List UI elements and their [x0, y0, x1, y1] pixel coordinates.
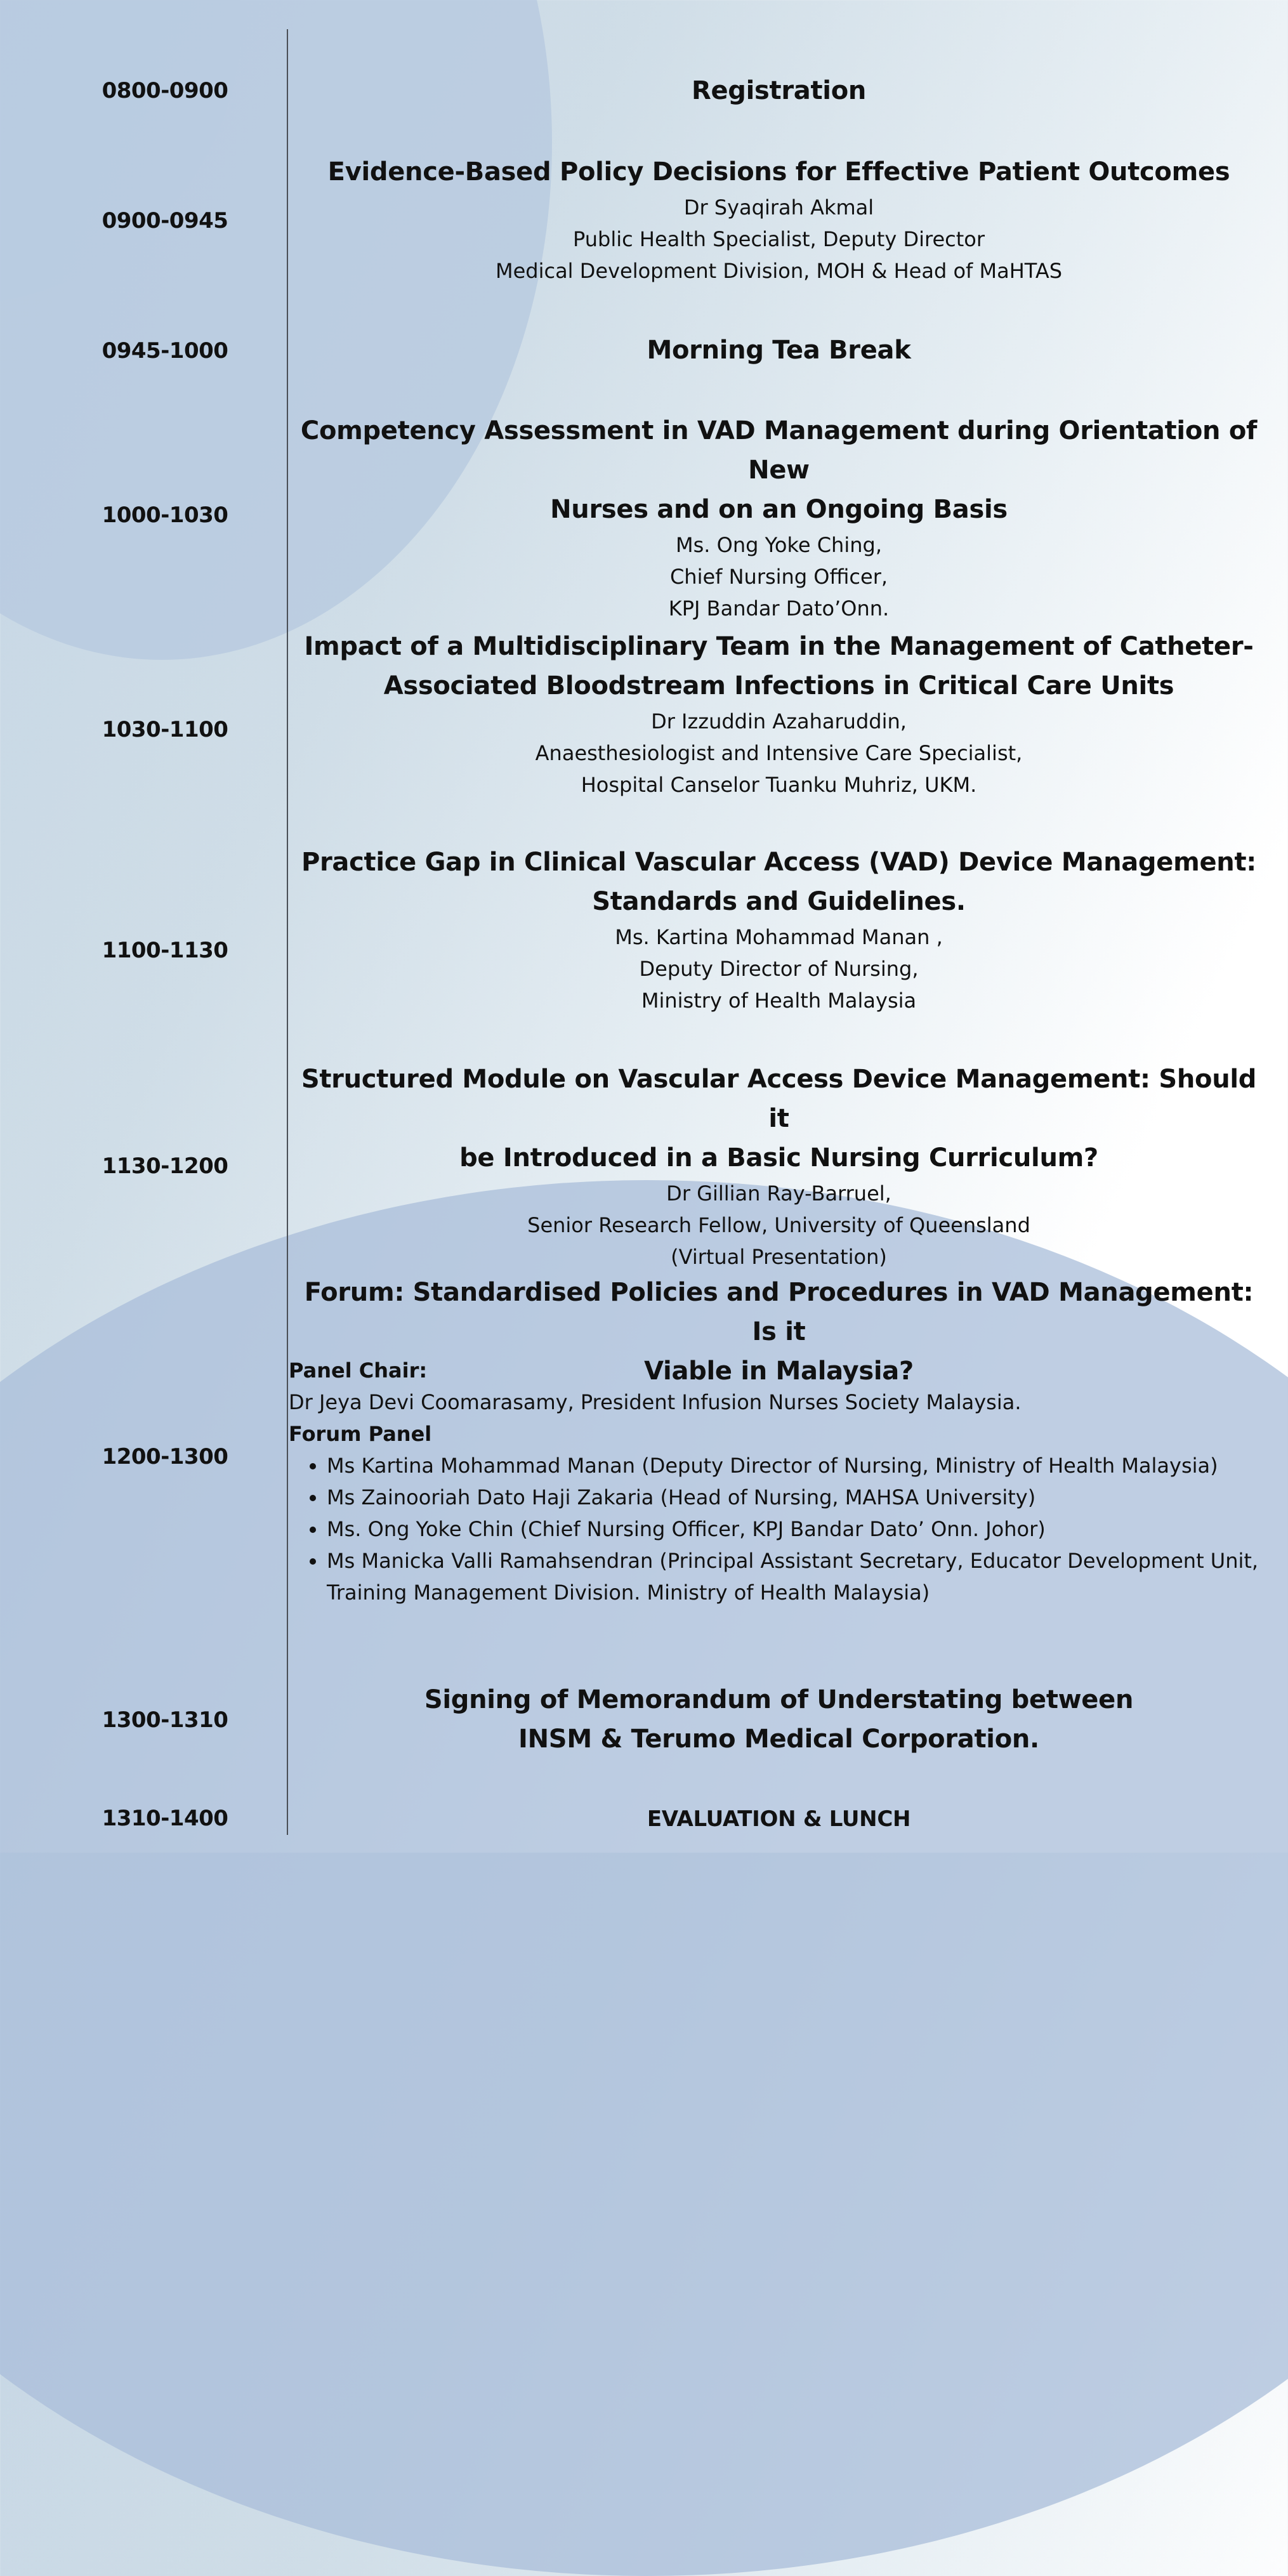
session-title: Registration: [691, 76, 867, 105]
speaker-name: Ms. Ong Yoke Ching,: [676, 533, 882, 557]
session-time: 1310-1400: [102, 1806, 228, 1831]
speaker-role: Senior Research Fellow, University of Queensland: [527, 1213, 1030, 1237]
speaker-name: Dr Gillian Ray-Barruel,: [666, 1181, 891, 1206]
session-time: 1130-1200: [102, 1153, 228, 1179]
session-time: 1200-1300: [102, 1444, 228, 1469]
session-title: EVALUATION & LUNCH: [647, 1806, 911, 1832]
session-tea-break: [289, 331, 1269, 370]
speaker-role: Deputy Director of Nursing,: [639, 957, 919, 981]
session-practice-gap: [289, 843, 1269, 1016]
session-title-line: Nurses and on an Ongoing Basis: [550, 495, 1008, 524]
session-mou-signing: [289, 1680, 1269, 1759]
session-time: 1100-1130: [102, 938, 228, 963]
speaker-role: Chief Nursing Officer,: [669, 565, 888, 589]
timeline-divider: [287, 29, 288, 1835]
session-evidence-based: [289, 152, 1269, 287]
session-title: Morning Tea Break: [647, 336, 911, 365]
panel-chair-label: Panel Chair:: [289, 1358, 428, 1383]
list-item: • Ms Manicka Valli Ramahsendran (Principal Assistant Secretary, Educator Development Unit, Training Management Division. Ministry of Health Malaysia): [327, 1545, 1278, 1608]
speaker-organization: Medical Development Division, MOH & Head of MaHTAS: [495, 259, 1063, 283]
session-title-line: INSM & Terumo Medical Corporation.: [518, 1725, 1039, 1754]
session-title-line: Forum: Standardised Policies and Procedures in VAD Management: Is it: [304, 1278, 1254, 1346]
session-evaluation-lunch: [289, 1799, 1269, 1839]
speaker-role: Public Health Specialist, Deputy Director: [573, 227, 985, 251]
session-time: 0800-0900: [102, 78, 228, 103]
speaker-note: (Virtual Presentation): [671, 1245, 887, 1269]
session-time: 1030-1100: [102, 717, 228, 742]
session-title-line: Structured Module on Vascular Access Device Management: Should it: [301, 1065, 1257, 1133]
session-time: 0945-1000: [102, 338, 228, 364]
session-structured-module: [289, 1060, 1269, 1273]
session-registration: [289, 71, 1269, 110]
speaker-name: Dr Syaqirah Akmal: [683, 195, 874, 220]
forum-panel-label: Forum Panel: [289, 1422, 432, 1446]
session-multidisciplinary-team: [289, 627, 1269, 801]
speaker-name: Ms. Kartina Mohammad Manan ,: [615, 925, 943, 949]
session-time: 1000-1030: [102, 503, 228, 528]
session-title-line: Practice Gap in Clinical Vascular Access (VAD) Device Management:: [301, 848, 1256, 877]
session-title-line: Viable in Malaysia?: [644, 1357, 914, 1386]
session-title: Evidence-Based Policy Decisions for Effective Patient Outcomes: [327, 157, 1230, 187]
list-item: • Ms. Ong Yoke Chin (Chief Nursing Officer, KPJ Bandar Dato’ Onn. Johor): [327, 1513, 1278, 1545]
session-title-line: Signing of Memorandum of Understating between: [424, 1685, 1134, 1714]
speaker-organization: Ministry of Health Malaysia: [641, 989, 917, 1013]
session-title-line: be Introduced in a Basic Nursing Curriculum?: [459, 1143, 1098, 1173]
session-title-line: Competency Assessment in VAD Management during Orientation of New: [300, 416, 1258, 485]
list-item: • Ms Kartina Mohammad Manan (Deputy Director of Nursing, Ministry of Health Malaysia): [327, 1450, 1278, 1482]
session-title-line: Standards and Guidelines.: [592, 887, 966, 916]
speaker-organization: KPJ Bandar Dato’Onn.: [668, 596, 890, 621]
session-time: 0900-0945: [102, 208, 228, 233]
speaker-organization: Hospital Canselor Tuanku Muhriz, UKM.: [581, 773, 977, 797]
session-title-line: Impact of a Multidisciplinary Team in the Management of Catheter-: [304, 632, 1254, 661]
forum-details: [289, 1355, 1278, 1608]
session-competency-assessment: [289, 411, 1269, 624]
list-item: • Ms Zainooriah Dato Haji Zakaria (Head of Nursing, MAHSA University): [327, 1482, 1278, 1513]
session-title-line: Associated Bloodstream Infections in Critical Care Units: [383, 671, 1174, 700]
session-time: 1300-1310: [102, 1707, 228, 1733]
forum-panel-list: [289, 1450, 1278, 1608]
speaker-name: Dr Izzuddin Azaharuddin,: [651, 709, 907, 733]
panel-chair: Dr Jeya Devi Coomarasamy, President Infusion Nurses Society Malaysia.: [289, 1390, 1022, 1414]
speaker-role: Anaesthesiologist and Intensive Care Specialist,: [535, 741, 1023, 765]
